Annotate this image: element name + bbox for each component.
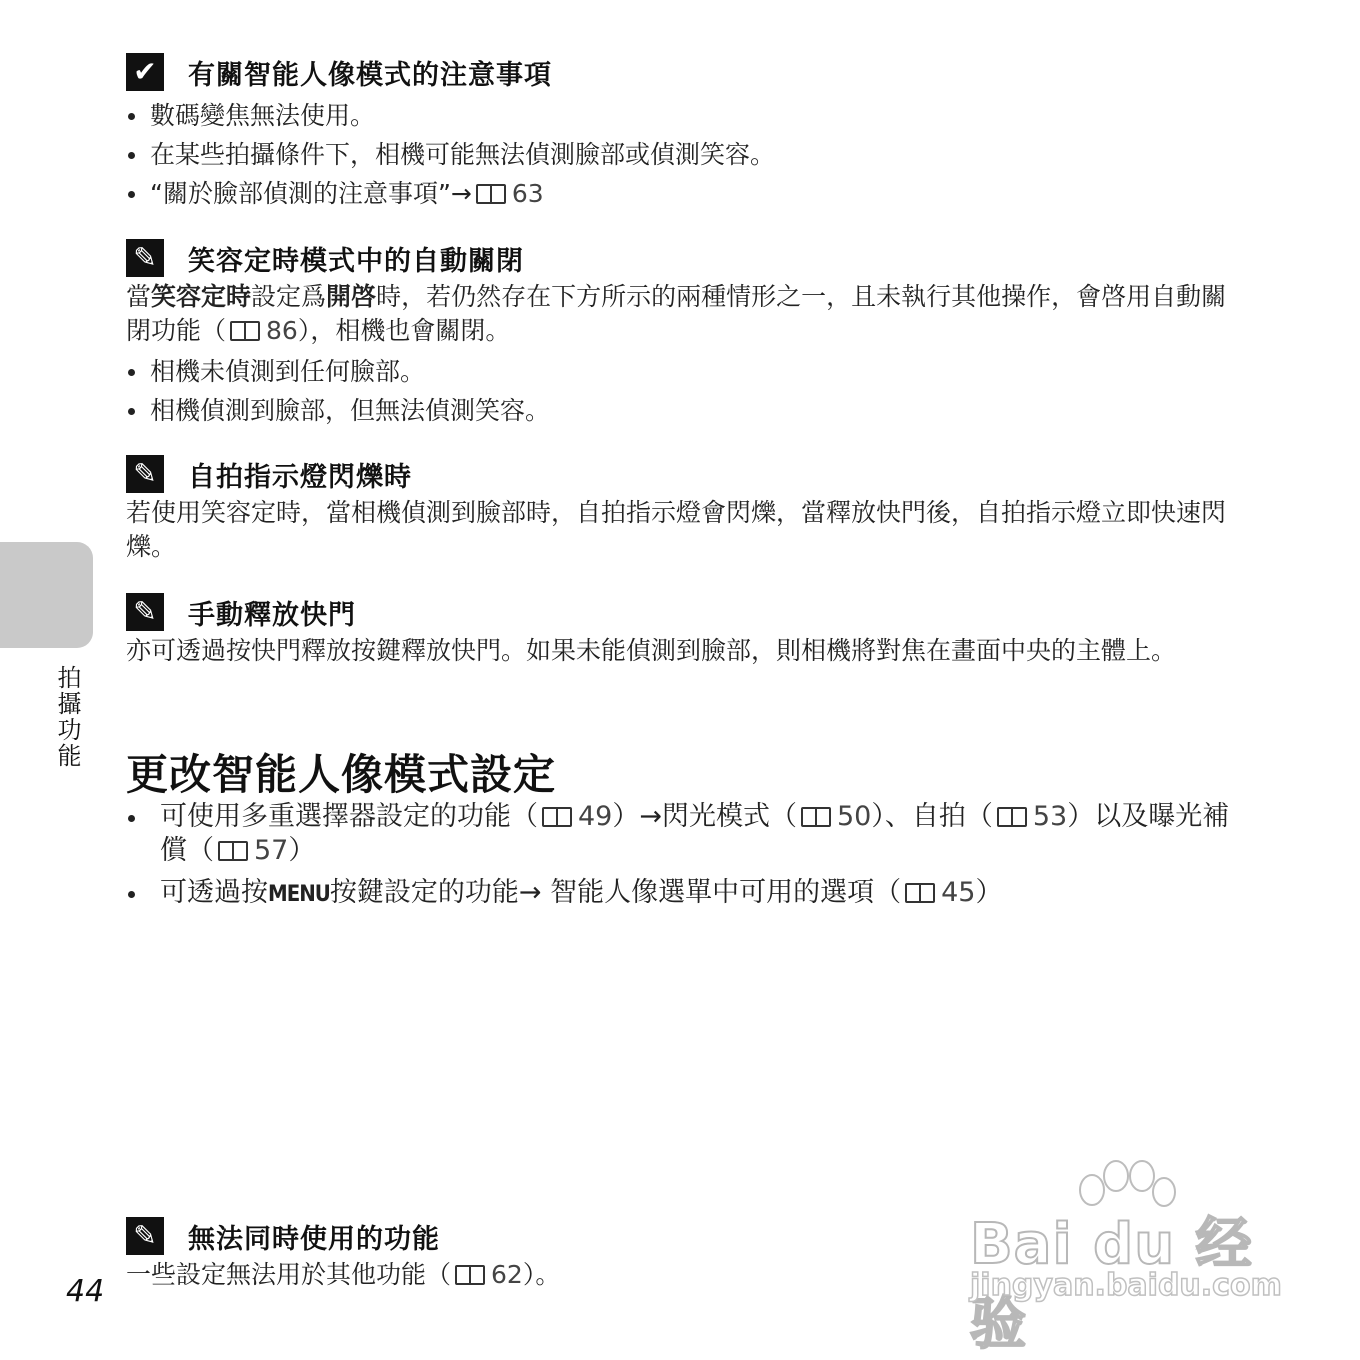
settings-section xyxy=(126,800,1236,920)
note-header xyxy=(126,52,1236,92)
page-reference[interactable]: 45 xyxy=(941,877,976,908)
note-title: 笑容定時模式中的自動關閉 xyxy=(188,245,524,277)
chapter-label: 拍攝功能 xyxy=(53,665,81,769)
bullet-list xyxy=(126,352,1236,430)
pencil-icon: ✎ xyxy=(126,239,164,277)
note-header xyxy=(126,592,1236,632)
list-item: 相機偵測到臉部，但無法偵測笑容。 xyxy=(126,391,1236,430)
list-item: 在某些拍攝條件下，相機可能無法偵測臉部或偵測笑容。 xyxy=(126,135,1236,174)
page-reference[interactable]: 49 xyxy=(578,801,613,832)
page-number: 44 xyxy=(66,1274,105,1309)
page-reference[interactable]: 57 xyxy=(254,835,289,866)
list-item: “關於臉部偵測的注意事項”→ 63 xyxy=(126,174,1236,213)
note-section xyxy=(126,592,1236,668)
note-title: 手動釋放快門 xyxy=(188,599,356,631)
menu-key-label: MENU xyxy=(268,882,330,907)
note-paragraph: 當笑容定時設定爲開啓時，若仍然存在下方所示的兩種情形之一，且未執行其他操作，會啓用自動關閉功能（ 86），相機也會關閉。 xyxy=(126,282,1227,345)
pencil-icon: ✎ xyxy=(126,455,164,493)
page-reference[interactable]: 86 xyxy=(266,316,298,345)
book-icon xyxy=(997,807,1027,827)
watermark-brand: Bai du 经验 xyxy=(970,1212,1253,1357)
note-paragraph: 亦可透過按快門釋放按鍵釋放快門。如果未能偵測到臉部，則相機將對焦在畫面中央的主體上。 xyxy=(126,636,1177,665)
bullet-list xyxy=(126,96,1236,213)
note-title: 自拍指示燈閃爍時 xyxy=(188,461,412,493)
list-item: 相機未偵測到任何臉部。 xyxy=(126,352,1236,391)
watermark-url: jingyan.baidu.com xyxy=(970,1268,1282,1303)
note-header xyxy=(126,454,1236,494)
list-item: 可透過按MENU按鍵設定的功能→ 智能人像選單中可用的選項（ 45） xyxy=(126,876,1236,912)
pencil-icon: ✎ xyxy=(126,1217,164,1255)
book-icon xyxy=(476,184,506,204)
note-title: 有關智能人像模式的注意事項 xyxy=(188,59,552,91)
book-icon xyxy=(801,807,831,827)
note-paragraph: 一些設定無法用於其他功能（ 62）。 xyxy=(126,1260,561,1289)
page-reference[interactable]: 53 xyxy=(1032,801,1068,832)
note-section xyxy=(126,52,1236,213)
watermark xyxy=(960,1160,1282,1357)
chapter-tab xyxy=(0,542,93,648)
book-icon xyxy=(230,321,260,341)
note-section xyxy=(126,238,1236,430)
book-icon xyxy=(905,883,935,903)
book-icon xyxy=(542,807,572,827)
page-reference[interactable]: 63 xyxy=(511,179,544,208)
book-icon xyxy=(218,841,248,861)
note-paragraph: 若使用笑容定時，當相機偵測到臉部時，自拍指示燈會閃爍，當釋放快門後，自拍指示燈立即快速閃爍。 xyxy=(126,498,1227,561)
note-title: 無法同時使用的功能 xyxy=(188,1223,440,1255)
page-reference[interactable]: 62 xyxy=(491,1260,523,1289)
check-icon: ✔ xyxy=(126,53,164,91)
list-item: 數碼變焦無法使用。 xyxy=(126,96,1236,135)
pencil-icon: ✎ xyxy=(126,593,164,631)
note-header xyxy=(126,238,1236,278)
page-reference[interactable]: 50 xyxy=(836,801,872,832)
note-section xyxy=(126,454,1236,564)
book-icon xyxy=(455,1265,485,1285)
bullet-list xyxy=(126,800,1236,912)
list-item: 可使用多重選擇器設定的功能（ 49）→閃光模式（ 50）、自拍（ 53）以及曝光補償（ 57） xyxy=(126,800,1236,868)
section-heading: 更改智能人像模式設定 xyxy=(126,750,557,799)
